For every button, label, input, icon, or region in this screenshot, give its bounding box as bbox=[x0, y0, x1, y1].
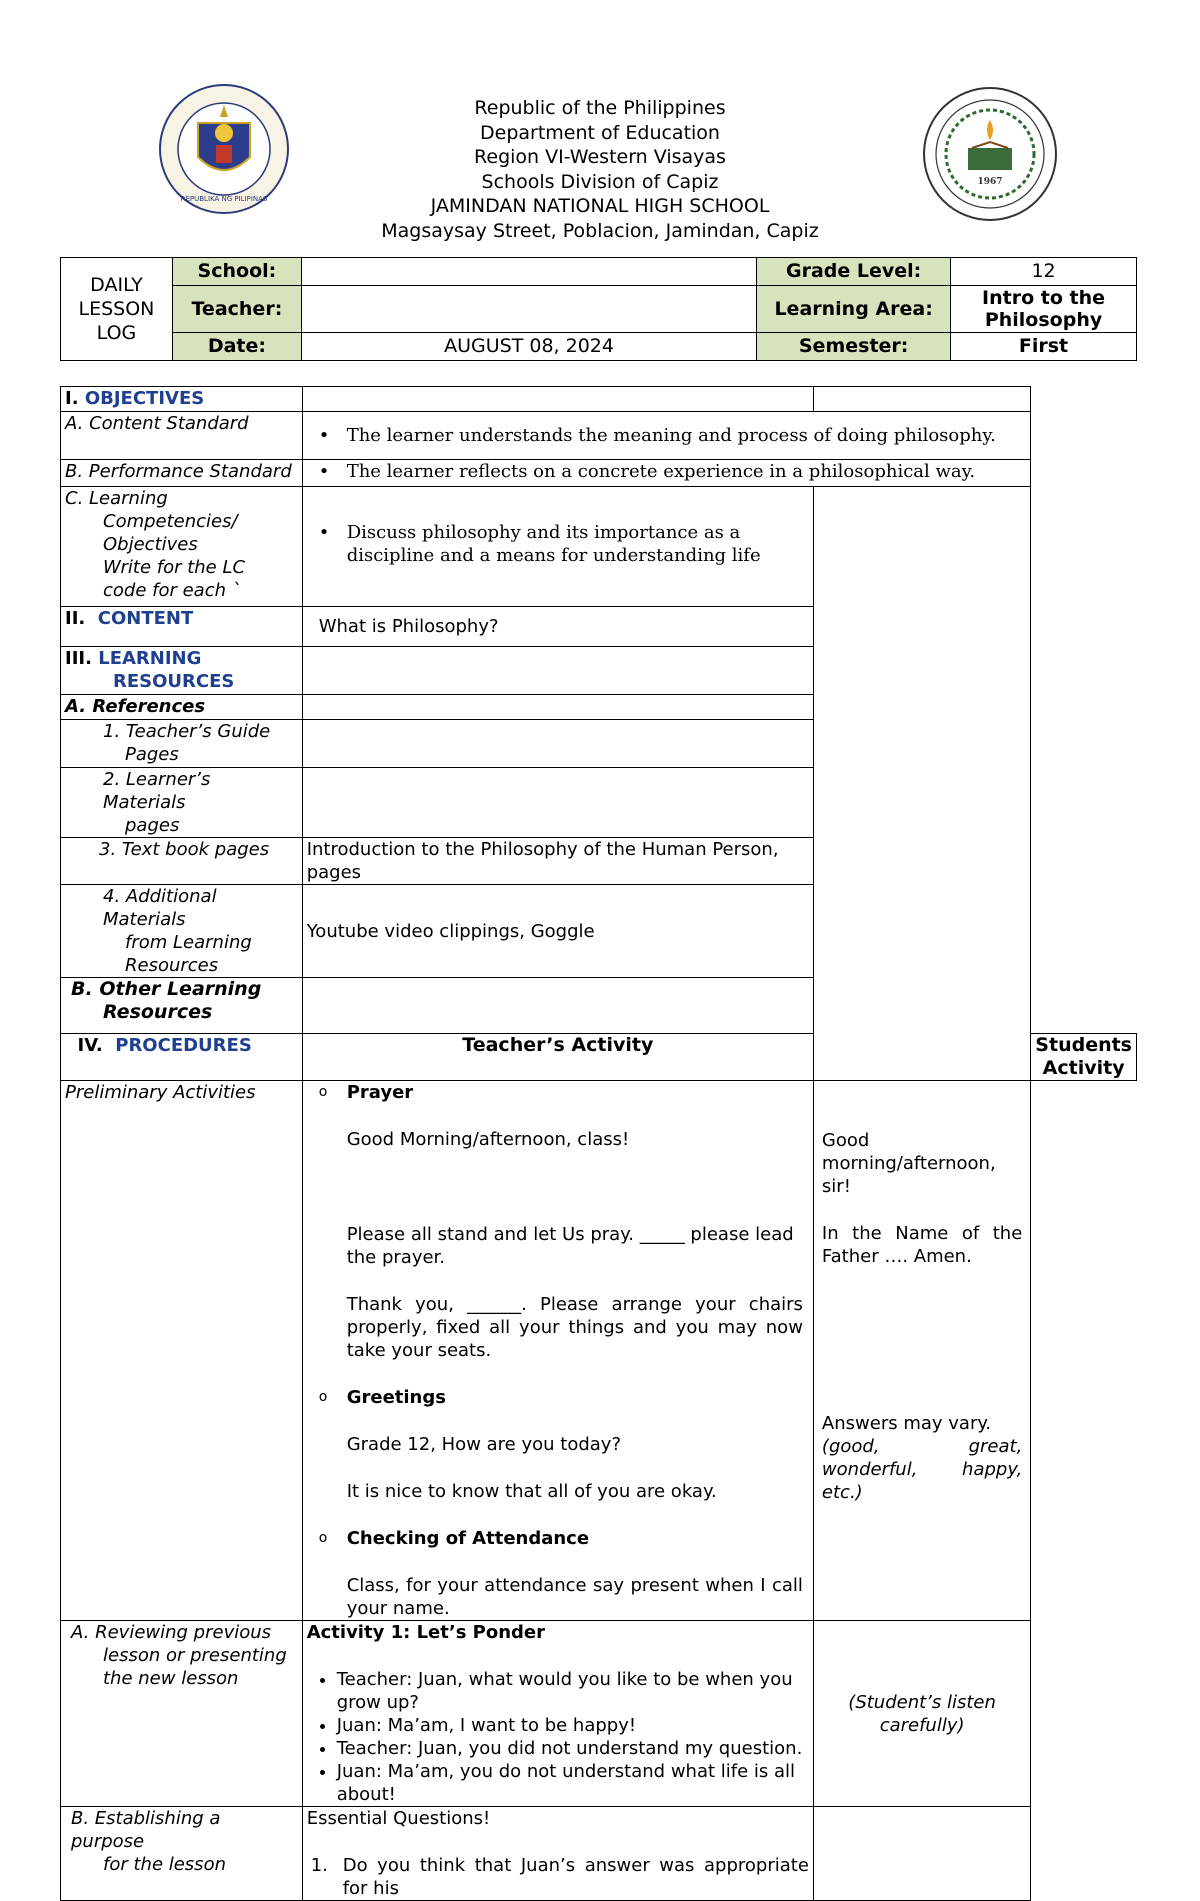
content-standard-value: • The learner understands the meaning and process of doing philosophy. bbox=[302, 412, 1031, 460]
activity-lets-ponder bbox=[302, 1621, 813, 1807]
teacher-activity-header: Teacher’s Activity bbox=[302, 1034, 813, 1081]
seal-right-year: 1967 bbox=[977, 177, 1003, 187]
header-line-school: JAMINDAN NATIONAL HIGH SCHOOL bbox=[430, 195, 770, 217]
establishing-purpose-label: B. Establishing a purpose for the lesson bbox=[61, 1807, 303, 1901]
learners-materials-label: 2. Learner’s Materials pages bbox=[61, 768, 303, 838]
dialogue-line: • Teacher: Juan, you did not understand my question. bbox=[337, 1737, 809, 1760]
greetings-heading: o Greetings bbox=[307, 1386, 803, 1409]
semester-label: Semester: bbox=[757, 333, 951, 361]
dialogue-line: • Juan: Ma’am, you do not understand what life is all about! bbox=[337, 1760, 809, 1806]
prayer-heading: o Prayer bbox=[307, 1081, 803, 1104]
header-line-address: Magsaysay Street, Poblacion, Jamindan, Capiz bbox=[381, 219, 819, 242]
additional-materials-label: 4. Additional Materials from Learning Resources bbox=[61, 885, 303, 978]
dll-main-table bbox=[60, 386, 1137, 1901]
preliminary-student-activity: Good morning/afternoon, sir! In the Name of the Father …. Amen. Answers may vary. (good, great, wonderful, happy, etc.) bbox=[813, 1081, 1030, 1621]
teachers-guide-label: 1. Teacher’s Guide Pages bbox=[61, 720, 303, 768]
header-line-republic: Republic of the Philippines bbox=[474, 97, 726, 119]
dialogue-line: • Juan: Ma’am, I want to be happy! bbox=[337, 1714, 809, 1737]
deped-seal-logo bbox=[158, 83, 290, 215]
school-label: School: bbox=[172, 258, 301, 286]
content-value: What is Philosophy? bbox=[302, 607, 813, 647]
seal-left-bottom-text: REPUBLIKA NG PILIPINAS bbox=[180, 195, 268, 203]
teachers-guide-field[interactable] bbox=[302, 720, 813, 768]
additional-materials-value: Youtube video clippings, Goggle bbox=[302, 885, 813, 978]
header-line-division: Schools Division of Capiz bbox=[481, 170, 719, 193]
school-seal-logo bbox=[922, 86, 1058, 222]
info-table bbox=[60, 257, 1137, 361]
textbook-pages-value: Introduction to the Philosophy of the Human Person, pages bbox=[302, 838, 813, 885]
semester-value[interactable]: First bbox=[951, 333, 1137, 361]
school-field[interactable] bbox=[301, 258, 756, 286]
student-activity-header: Students Activity bbox=[1031, 1034, 1137, 1081]
grade-level-label: Grade Level: bbox=[757, 258, 951, 286]
dialogue-line: • Teacher: Juan, what would you like to be when you grow up? bbox=[337, 1668, 809, 1714]
dialogue-list bbox=[307, 1668, 809, 1806]
learning-area-label: Learning Area: bbox=[757, 286, 951, 333]
essential-questions: Essential Questions! 1. Do you think that Juan’s answer was appropriate for his bbox=[302, 1807, 813, 1901]
attendance-heading: o Checking of Attendance bbox=[307, 1527, 803, 1550]
learning-resources-heading: III. LEARNING RESOURCES bbox=[61, 647, 303, 695]
competencies-value: • Discuss philosophy and its importance as a discipline and a means for understanding life bbox=[302, 487, 813, 607]
other-resources-label: B. Other Learning Resources bbox=[61, 978, 303, 1034]
preliminary-activities-label: Preliminary Activities bbox=[61, 1081, 303, 1621]
reviewing-lesson-label: A. Reviewing previous lesson or presenting the new lesson bbox=[61, 1621, 303, 1807]
grade-level-value[interactable]: 12 bbox=[951, 258, 1137, 286]
performance-standard-value: • The learner reflects on a concrete experience in a philosophical way. bbox=[302, 460, 1031, 487]
header-line-department: Department of Education bbox=[480, 121, 720, 144]
performance-standard-label: B. Performance Standard bbox=[61, 460, 303, 487]
date-label: Date: bbox=[172, 333, 301, 361]
content-heading: II. CONTENT bbox=[61, 607, 303, 647]
learners-materials-field[interactable] bbox=[302, 768, 813, 838]
activity-title: Activity 1: Let’s Ponder bbox=[306, 1622, 546, 1643]
references-label: A. References bbox=[61, 695, 303, 720]
procedures-heading: IV. PROCEDURES bbox=[61, 1034, 303, 1081]
teacher-field[interactable] bbox=[301, 286, 756, 333]
teacher-label: Teacher: bbox=[172, 286, 301, 333]
date-field[interactable]: AUGUST 08, 2024 bbox=[301, 333, 756, 361]
preliminary-teacher-activity: o Prayer Good Morning/afternoon, class! Please all stand and let Us pray. _____ please lead the prayer. Thank you, ______. Please arrange your chairs properly, fixed all your things and you may now take your seats. o Greetings Grade 12, How are you today? It is nice to know that all of you are okay. o Checking of Attendance Class, for your attendance say present when I call your name. bbox=[302, 1081, 813, 1621]
header-line-region: Region VI-Western Visayas bbox=[474, 146, 726, 168]
other-resources-field[interactable] bbox=[302, 978, 813, 1034]
objectives-heading: I. OBJECTIVES bbox=[61, 387, 303, 412]
textbook-pages-label: 3. Text book pages bbox=[61, 838, 303, 885]
competencies-label: C. Learning Competencies/ Objectives Write for the LC code for each ` bbox=[61, 487, 303, 607]
content-standard-label: A. Content Standard bbox=[61, 412, 303, 460]
school-header bbox=[300, 96, 900, 243]
learning-area-value[interactable]: Intro to the Philosophy bbox=[951, 286, 1137, 333]
students-listen: (Student’s listen carefully) bbox=[813, 1621, 1030, 1807]
dll-title: DAILY LESSON LOG bbox=[61, 258, 173, 361]
